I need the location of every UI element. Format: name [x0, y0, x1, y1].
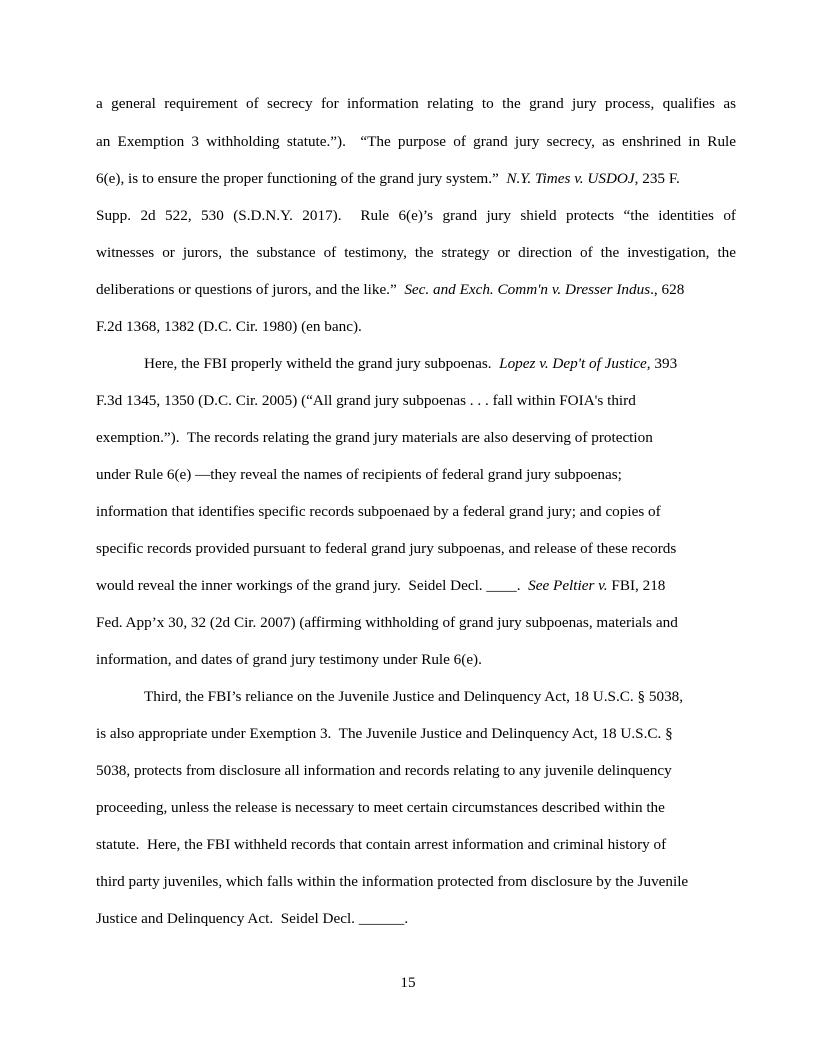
text-segment: FBI, 218	[607, 577, 666, 594]
text-segment: F.3d 1345, 1350 (D.C. Cir. 2005) (“All grand jury subpoenas . . . fall within FOIA's third	[96, 392, 636, 409]
text-line	[96, 279, 736, 301]
text-segment: deliberations or questions of jurors, and the like.”	[96, 281, 405, 298]
text-line	[96, 427, 736, 449]
text-line	[96, 797, 736, 819]
text-segment: 6(e), is to ensure the proper functioning of the grand jury system.”	[96, 170, 507, 187]
text-line	[96, 538, 736, 560]
text-line	[144, 353, 736, 375]
text-line	[96, 242, 736, 264]
text-segment: Third, the FBI’s reliance on the Juvenile Justice and Delinquency Act, 18 U.S.C. § 5038,	[144, 688, 684, 705]
text-segment: Here, the FBI properly witheld the grand jury subpoenas.	[144, 355, 500, 372]
text-segment: under Rule 6(e) —they reveal the names of recipients of federal grand jury subpoenas;	[96, 466, 622, 483]
case-citation: See Peltier v.	[528, 577, 608, 594]
case-citation: Sec. and Exch. Comm'n v. Dresser Indus	[404, 281, 651, 298]
text-line	[96, 908, 736, 930]
text-segment: , 393	[646, 355, 678, 372]
text-line	[96, 501, 736, 523]
text-segment: witnesses or jurors, the substance of testimony, the strategy or direction of the investigation, the	[96, 244, 736, 261]
page-number: 15	[400, 974, 416, 991]
text-segment: proceeding, unless the release is necessary to meet certain circumstances described within the	[96, 799, 665, 816]
text-segment: 5038, protects from disclosure all information and records relating to any juvenile delinquency	[96, 762, 672, 779]
text-line	[144, 686, 736, 708]
text-line	[96, 871, 736, 893]
case-citation: Lopez v. Dep't of Justice	[499, 355, 647, 372]
text-segment: F.2d 1368, 1382 (D.C. Cir. 1980) (en banc).	[96, 318, 362, 335]
text-line	[96, 723, 736, 745]
text-segment: Fed. App’x 30, 32 (2d Cir. 2007) (affirming withholding of grand jury subpoenas, materials and	[96, 614, 678, 631]
text-segment: a general requirement of secrecy for information relating to the grand jury process, qualifies as	[96, 95, 736, 112]
text-line	[96, 205, 736, 227]
text-line	[96, 575, 736, 597]
text-segment: ., 628	[650, 281, 685, 298]
text-segment: third party juveniles, which falls within the information protected from disclosure by the Juvenile	[96, 873, 689, 890]
text-segment: information that identifies specific records subpoenaed by a federal grand jury; and copies of	[96, 503, 661, 520]
text-line	[96, 131, 736, 153]
text-line	[96, 834, 736, 856]
text-line	[96, 612, 736, 634]
text-segment: Supp. 2d 522, 530 (S.D.N.Y. 2017). Rule 6(e)’s grand jury shield protects “the identities of	[96, 207, 736, 224]
text-line	[96, 168, 736, 190]
text-line	[96, 316, 736, 338]
text-segment: Justice and Delinquency Act. Seidel Decl. ______.	[96, 910, 409, 927]
text-line	[96, 390, 736, 412]
text-segment: would reveal the inner workings of the grand jury. Seidel Decl. ____.	[96, 577, 529, 594]
text-segment: information, and dates of grand jury testimony under Rule 6(e).	[96, 651, 482, 668]
text-line	[96, 649, 736, 671]
text-line	[96, 760, 736, 782]
text-segment: exemption.”). The records relating the grand jury materials are also deserving of protection	[96, 429, 653, 446]
text-segment: specific records provided pursuant to federal grand jury subpoenas, and release of these records	[96, 540, 677, 557]
text-line	[96, 93, 736, 115]
text-line	[96, 464, 736, 486]
text-segment: , 235 F.	[634, 170, 680, 187]
text-segment: is also appropriate under Exemption 3. The Juvenile Justice and Delinquency Act, 18 U.S.C. §	[96, 725, 673, 742]
text-segment: an Exemption 3 withholding statute.”). “The purpose of grand jury secrecy, as enshrined in Rule	[96, 133, 736, 150]
case-citation: N.Y. Times v. USDOJ	[506, 170, 635, 187]
text-segment: statute. Here, the FBI withheld records that contain arrest information and criminal history of	[96, 836, 667, 853]
